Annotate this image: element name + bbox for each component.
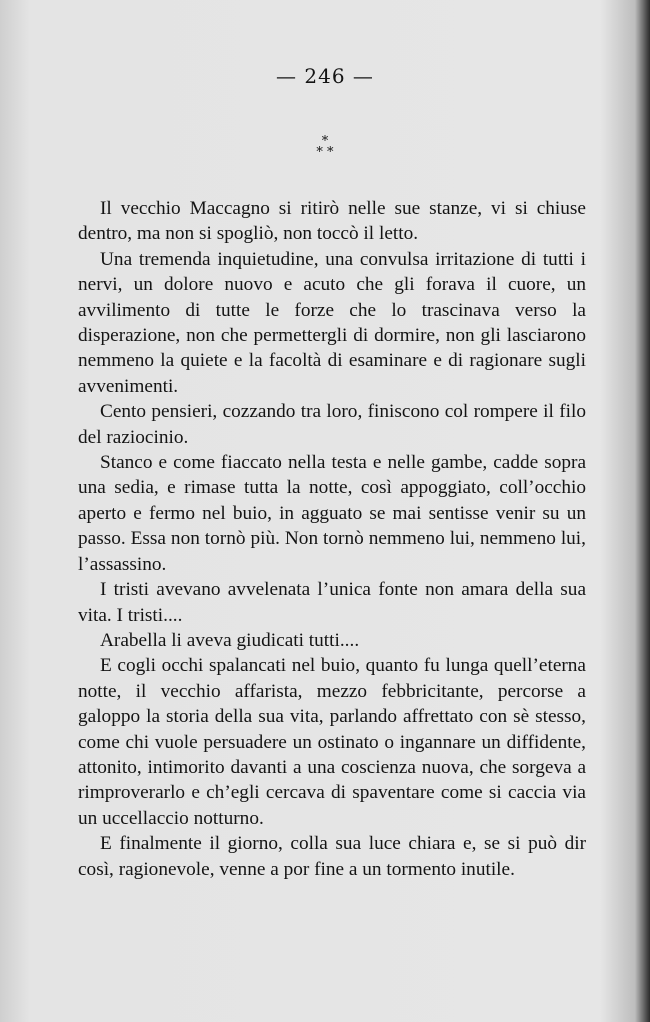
body-text xyxy=(78,196,586,882)
section-break-asterism xyxy=(0,136,650,158)
paragraph: E finalmente il giorno, colla sua luce chiara e, se si può dir così, ragionevole, venne a por fine a un tormento inutile. xyxy=(78,833,586,880)
paragraph: Cento pensieri, cozzando tra loro, finiscono col rompere il filo del raziocinio. xyxy=(78,401,586,448)
paragraph: Arabella li aveva giudicati tutti.... xyxy=(100,629,360,651)
page-number: — 246 — xyxy=(276,64,374,88)
paragraph: E cogli occhi spalancati nel buio, quanto fu lunga quell’eterna notte, il vecchio affarista, mezzo febbricitante, percorse a galoppo la storia della sua vita, parlando affrettato con sè stesso, come chi vuole persuadere un ostinato o ingannare un diffidente, attonito, intimorito davanti a una coscienza nuova, che sorgeva a rimproverarlo e ch’egli cercava di spaventare come si caccia via un uccellaccio notturno. xyxy=(78,655,586,829)
asterism-top: * xyxy=(321,134,329,149)
asterism-bottom: * * xyxy=(316,145,334,160)
paragraph: Una tremenda inquietudine, una convulsa irritazione di tutti i nervi, un dolore nuovo e acuto che gli forava il cuore, un avvilimento di tutte le forze che lo trascinava verso la disperazione, non che permettergli di dormire, non gli lasciarono nemmeno la quiete e la facoltà di esaminare e di ragionare sugli avvenimenti. xyxy=(78,248,586,397)
paragraph: I tristi avevano avvelenata l’unica fonte non amara della sua vita. I tristi.... xyxy=(78,579,586,626)
paragraph: Stanco e come fiaccato nella testa e nelle gambe, cadde sopra una sedia, e rimase tutta la notte, così appoggiato, coll’occhio aperto e fermo nel buio, in agguato se mai sentisse venir su un passo. Essa non tornò più. Non tornò nemmeno lui, nemmeno lui, l’assassino. xyxy=(78,452,586,575)
paragraph: Il vecchio Maccagno si ritirò nelle sue stanze, vi si chiuse dentro, ma non si spogliò, non toccò il letto. xyxy=(78,198,586,245)
